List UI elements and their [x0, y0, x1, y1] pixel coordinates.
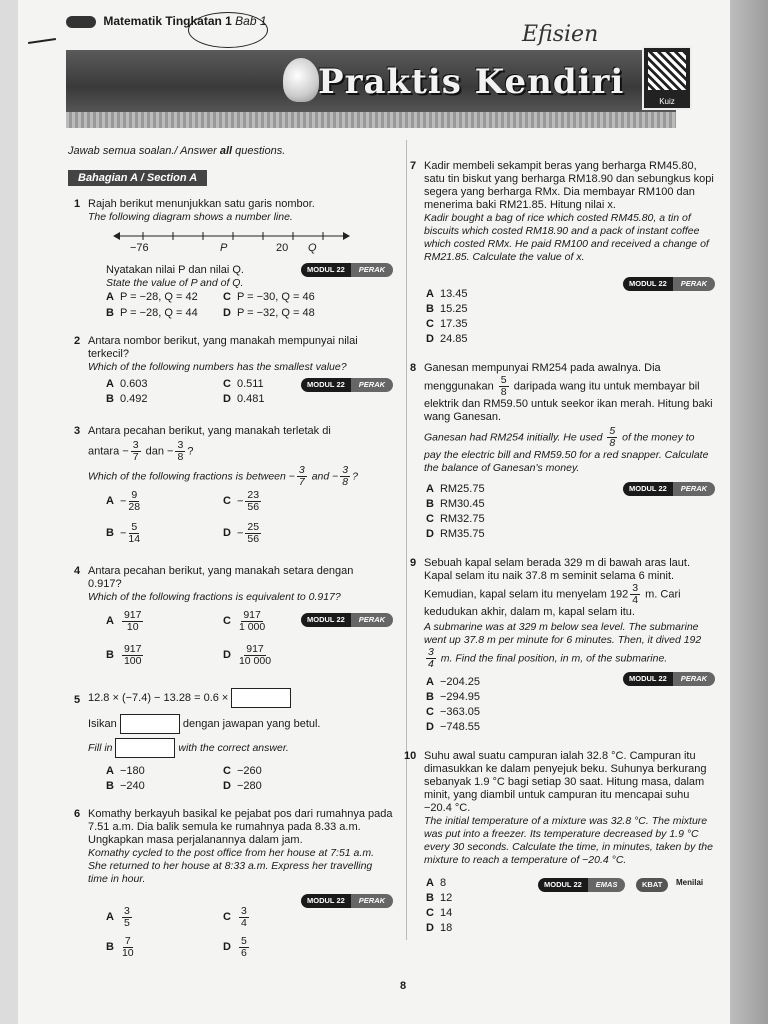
frac-den: 14 [128, 533, 141, 545]
option-value: 17.35 [439, 318, 468, 330]
frac-num: 9 [131, 489, 138, 501]
frac-den: 4 [240, 917, 247, 929]
q7-option-a[interactable] [426, 288, 467, 300]
option-value: RM35.75 [439, 528, 485, 540]
column-divider [406, 140, 407, 940]
badge-kbat: KBAT [636, 878, 668, 892]
q9-option-d[interactable] [426, 721, 480, 733]
option-value: 0.511 [236, 378, 264, 390]
option-value: −180 [119, 765, 145, 777]
binder-edge [730, 0, 768, 1024]
kbat-badge [636, 878, 668, 892]
option-key: C [223, 615, 231, 628]
q8-en-b: of the money to pay the electric bill and RM59.50 for a red snapper. Calculate the balance of Ganesan's money. [424, 431, 709, 474]
badge-modul: MODUL 22 [538, 878, 588, 892]
q5-en-b: with the correct answer. [178, 741, 289, 754]
frac-num: 3 [132, 439, 139, 451]
modul-badge [623, 277, 715, 291]
q3-option-a[interactable] [106, 490, 142, 513]
frac-num: 917 [246, 643, 264, 655]
option-value: 0.492 [119, 393, 148, 405]
q3-ms-c: dan [145, 445, 164, 458]
q3-ms-line2: antara − $\frac{3}{7}$ dan − $\frac{3}{8}$ ? [88, 439, 194, 463]
q8-ms-a: Ganesan mempunyai RM254 pada awalnya. Dia menggunakan [424, 362, 661, 393]
option-value: −294.95 [439, 691, 481, 703]
q9-ms-a: Sebuah kapal selam berada 329 m di bawah aras laut. Kapal selam itu naik 37.8 m seminit selama 6 minit. Kemudian, kapal selam itu menyelam 192 [424, 557, 691, 601]
frac-num: 5 [131, 521, 138, 533]
lightbulb-icon [283, 58, 319, 102]
q5-equation: 12.8 × (−7.4) − 13.28 = 0.6 × [88, 691, 229, 704]
badge-perak: PERAK [673, 672, 715, 686]
q2-number: 2 [74, 335, 81, 347]
frac-den: 7 [298, 476, 305, 488]
frac-den: 10 [121, 947, 134, 959]
option-key: B [106, 649, 114, 662]
fraction-3-7 [297, 465, 307, 488]
frac-num: 3 [298, 464, 305, 476]
option-key: A [106, 291, 114, 303]
badge-perak: PERAK [351, 613, 393, 627]
q2-text [88, 335, 388, 374]
fraction-3-7 [131, 440, 141, 463]
badge-modul: MODUL 22 [623, 672, 673, 686]
q3-ms-a: Antara pecahan berikut, yang manakah terletak di [88, 425, 331, 437]
option-fraction [122, 906, 132, 929]
option-fraction [245, 522, 261, 545]
option-key: A [426, 483, 434, 495]
option-key: A [426, 288, 434, 300]
q8-option-d[interactable] [426, 528, 485, 540]
frac-den: 8 [609, 437, 616, 449]
option-key: C [426, 318, 434, 330]
q2-en: Which of the following numbers has the smallest value? [88, 361, 347, 373]
qr-code-icon[interactable] [642, 46, 692, 110]
modul-badge [301, 263, 393, 277]
q7-number: 7 [410, 160, 417, 172]
frac-num: 917 [123, 643, 142, 655]
option-key: A [106, 615, 114, 628]
frac-den: 8 [500, 386, 507, 398]
q1-en2: State the value of P and of Q. [106, 277, 244, 289]
frac-sign: − [236, 495, 244, 508]
q5-ms-b: dengan jawapan yang betul. [182, 717, 321, 730]
frac-den: 4 [428, 658, 434, 670]
option-key: B [106, 307, 114, 319]
q1-ms: Rajah berikut menunjukkan satu garis nombor. [88, 198, 315, 210]
q3-en-a: Which of the following fractions is between [88, 470, 286, 483]
page-header [66, 14, 267, 28]
option-key: A [106, 495, 114, 508]
q3-en: Which of the following fractions is between − $\frac{3}{7}$ and − $\frac{3}{8}$ ? [88, 464, 358, 488]
option-key: D [426, 333, 434, 345]
q4-en: Which of the following fractions is equivalent to 0.917? [88, 591, 341, 603]
q2-option-b[interactable] [106, 393, 147, 405]
instruction [68, 145, 285, 157]
option-value: −748.55 [439, 721, 481, 733]
option-key: B [106, 393, 114, 405]
q8-en-a: Ganesan had RM254 initially. He used [424, 431, 603, 444]
q5-number: 5 [74, 694, 81, 706]
q6-number: 6 [74, 808, 81, 820]
badge-modul: MODUL 22 [301, 613, 351, 627]
frac-num: 5 [500, 374, 507, 386]
option-key: C [223, 495, 231, 508]
frac-den: 8 [342, 476, 349, 488]
q5-ms-a: Isikan [88, 717, 117, 730]
q8-text [424, 362, 714, 475]
option-fraction [239, 644, 271, 667]
q8-option-a[interactable] [426, 483, 485, 495]
q9-text [424, 557, 714, 670]
frac-num: 3 [342, 464, 349, 476]
q7-en: Kadir bought a bag of rice which costed RM45.80, a tin of biscuits which costed RM18.90 and a pack of instant coffee which costed RMx. He paid RM100 and received a change of RM21.85. Calculate the value of x. [424, 212, 709, 263]
q2-ms: Antara nombor berikut, yang manakah mempunyai nilai terkecil? [88, 335, 358, 360]
page-number: 8 [400, 980, 407, 992]
option-key: D [223, 649, 231, 662]
frac-num: 5 [240, 935, 247, 947]
option-key: D [426, 721, 434, 733]
q5-text [88, 688, 388, 758]
option-key: B [106, 780, 114, 792]
q7-option-c[interactable] [426, 318, 467, 330]
q4-ms: Antara pecahan berikut, yang manakah setara dengan 0.917? [88, 565, 354, 590]
option-key: B [426, 303, 434, 315]
q6-option-d[interactable] [223, 936, 251, 959]
frac-sign: − [167, 445, 174, 458]
q1-text [88, 198, 388, 224]
q5-option-d[interactable] [223, 780, 262, 792]
frac-den: 10 000 [238, 655, 272, 667]
modul-badge [301, 894, 393, 908]
frac-den: 6 [240, 947, 247, 959]
q5-en-a: Fill in [88, 741, 113, 754]
menilai-label: Menilai [676, 878, 704, 887]
option-key: C [426, 706, 434, 718]
badge-modul: MODUL 22 [623, 482, 673, 496]
frac-sign: − [288, 470, 295, 483]
q4-text [88, 565, 388, 604]
frac-den: 1 000 [238, 621, 266, 633]
q6-text [88, 808, 393, 886]
option-key: D [426, 922, 434, 934]
q10-text [424, 750, 714, 867]
option-key: C [223, 765, 231, 777]
frac-num: 917 [123, 609, 142, 621]
option-key: D [223, 307, 231, 319]
q10-en: The initial temperature of a mixture was 32.8 °C. The mixture was put into a freezer. Its temperature decreased by 1.9 °C every 30 seconds. Calculate the time, in minutes, taken by the mixture to reach a temperature of −20.4 °C. [424, 815, 713, 866]
frac-sign: − [119, 495, 127, 508]
instruction-en-c: questions. [232, 145, 286, 157]
q3-ms-b: antara [88, 445, 120, 458]
badge-modul: MODUL 22 [623, 277, 673, 291]
badge-modul: MODUL 22 [301, 263, 351, 277]
answer-box-small [120, 714, 180, 734]
modul-emas-badge [538, 878, 625, 892]
option-key: A [106, 911, 114, 924]
option-value: P = −28, Q = 42 [119, 291, 198, 303]
option-fraction [122, 936, 134, 959]
option-value: −260 [236, 765, 262, 777]
option-key: A [426, 877, 434, 889]
numline-label-1: −76 [130, 242, 149, 254]
book-title: Matematik Tingkatan 1 [103, 14, 232, 28]
q6-option-b[interactable] [106, 936, 136, 959]
qr-label: Kuiz [659, 97, 675, 106]
option-value: 12 [439, 892, 453, 904]
frac-den: 56 [247, 533, 260, 545]
q4-option-b[interactable] [106, 644, 145, 667]
instruction-en-a: Answer [180, 145, 220, 157]
q8-option-b[interactable] [426, 498, 485, 510]
option-key: A [106, 378, 114, 390]
modul-badge [301, 613, 393, 627]
option-value: RM25.75 [439, 483, 485, 495]
option-fraction [128, 490, 140, 513]
q1-number: 1 [74, 198, 81, 210]
option-key: B [426, 691, 434, 703]
option-key: D [223, 393, 231, 405]
q4-option-a[interactable] [106, 610, 145, 633]
q9-en-a: A submarine was at 329 m below sea level. The submarine went up 37.8 m per minute for 6 minutes. Then, it dived 192 [424, 621, 702, 646]
q10-option-b[interactable] [426, 892, 452, 904]
q7-option-d[interactable] [426, 333, 467, 345]
option-value: RM30.45 [439, 498, 485, 510]
q8-number: 8 [410, 362, 417, 374]
q5-option-c[interactable] [223, 765, 262, 777]
option-key: D [223, 780, 231, 792]
option-key: B [426, 498, 434, 510]
frac-num: 25 [247, 521, 260, 533]
q4-number: 4 [74, 565, 81, 577]
option-value: P = −30, Q = 46 [236, 291, 315, 303]
option-value: 13.45 [439, 288, 468, 300]
fraction-3-8 [175, 440, 185, 463]
q10-option-a[interactable] [426, 877, 446, 889]
frac-den: 4 [632, 594, 639, 606]
numline-label-p: P [220, 242, 228, 254]
frac-num: 3 [632, 582, 639, 594]
frac-sign: − [236, 527, 244, 540]
badge-emas: EMAS [588, 878, 626, 892]
q8-ms-b: daripada wang itu untuk membayar bil elektrik dan RM59.50 untuk seekor ikan merah. Hitung baki wang Ganesan. [424, 380, 713, 423]
numline-label-20: 20 [276, 242, 289, 254]
q1-option-d[interactable] [223, 307, 315, 319]
q7-text [424, 160, 714, 264]
instruction-ms: Jawab semua soalan./ [68, 145, 178, 157]
option-key: D [223, 527, 231, 540]
option-fraction [122, 610, 144, 633]
q2-option-c[interactable] [223, 378, 264, 390]
badge-modul: MODUL 22 [301, 378, 351, 392]
banner-title: Praktis Kendiri [318, 62, 625, 102]
option-fraction [239, 936, 249, 959]
frac-den: 10 [126, 621, 139, 633]
badge-perak: PERAK [673, 277, 715, 291]
option-value: 15.25 [439, 303, 468, 315]
option-value: 0.603 [119, 378, 148, 390]
option-key: C [223, 911, 231, 924]
option-key: B [426, 892, 434, 904]
modul-badge [623, 672, 715, 686]
frac-sign: − [119, 527, 127, 540]
option-value: −204.25 [439, 676, 481, 688]
option-key: C [426, 513, 434, 525]
section-label: Bahagian A / Section A [68, 170, 207, 186]
option-key: C [223, 378, 231, 390]
option-fraction [122, 644, 144, 667]
fraction-3-8 [340, 465, 350, 488]
option-value: 18 [439, 922, 453, 934]
frac-sign: − [332, 470, 339, 483]
q9-ms-b: m. Cari kedudukan akhir, dalam m, kapal selam itu. [424, 588, 681, 618]
banner-stripe [66, 112, 676, 128]
q9-en-b: m. Find the final position, in m, of the submarine. [440, 652, 668, 665]
frac-num: 3 [177, 439, 184, 451]
frac-num: 23 [247, 489, 260, 501]
q8-option-c[interactable] [426, 513, 485, 525]
q6-option-a[interactable] [106, 906, 134, 929]
frac-den: 8 [177, 451, 184, 463]
q10-number: 10 [404, 750, 417, 762]
option-value: RM32.75 [439, 513, 485, 525]
option-value: 8 [439, 877, 447, 889]
frac-num: 7 [124, 935, 131, 947]
q10-ms: Suhu awal suatu campuran ialah 32.8 °C. Campuran itu dimasukkan ke dalam penyejuk beku. Suhunya berkurang sebanyak 1.9 °C bagi setiap 30 saat. Hitung masa, dalam minit, yang diambil untuk campuran itu mencapai suhu −20.4 °C. [424, 750, 707, 814]
qr-pattern [648, 52, 686, 90]
q5-option-b[interactable] [106, 780, 145, 792]
option-value: P = −32, Q = 48 [236, 307, 315, 319]
q7-option-b[interactable] [426, 303, 467, 315]
modul-badge [301, 378, 393, 392]
answer-box-small [115, 738, 175, 758]
q3-option-b[interactable] [106, 522, 142, 545]
number-line [113, 228, 353, 258]
option-value: 14 [439, 907, 453, 919]
option-key: D [426, 528, 434, 540]
frac-den: 7 [132, 451, 139, 463]
q1-option-b[interactable] [106, 307, 198, 319]
frac-num: 5 [609, 425, 616, 437]
q3-en-b: and [311, 470, 330, 483]
option-key: A [426, 676, 434, 688]
modul-badge [623, 482, 715, 496]
publisher-logo-icon [66, 16, 96, 28]
frac-den: 5 [123, 917, 130, 929]
frac-num: 3 [123, 905, 130, 917]
badge-perak: PERAK [351, 263, 393, 277]
fraction-5-8 [607, 426, 617, 449]
option-value: −280 [236, 780, 262, 792]
q5-option-a[interactable] [106, 765, 145, 777]
q10-option-d[interactable] [426, 922, 452, 934]
frac-num: 917 [243, 609, 261, 621]
q2-option-d[interactable] [223, 393, 264, 405]
q4-option-d[interactable] [223, 644, 273, 667]
handwritten-note: Efisien [522, 22, 599, 47]
answer-box[interactable] [231, 688, 291, 708]
q1-option-a[interactable] [106, 291, 198, 303]
q9-option-a[interactable] [426, 676, 480, 688]
q1-ms2: Nyatakan nilai P dan nilai Q. [106, 264, 244, 276]
numline-label-q: Q [308, 242, 317, 254]
option-value: 24.85 [439, 333, 468, 345]
q9-option-c[interactable] [426, 706, 480, 718]
badge-perak: PERAK [673, 482, 715, 496]
badge-perak: PERAK [351, 894, 393, 908]
fraction-3-4 [630, 583, 640, 606]
fraction-3-4 [426, 647, 436, 670]
frac-den: 28 [128, 501, 141, 513]
option-fraction [239, 906, 249, 929]
option-fraction [245, 490, 261, 513]
worksheet-page [18, 0, 730, 1024]
option-fraction [239, 610, 265, 633]
chapter-label: Bab 1 [235, 14, 267, 28]
option-key: D [223, 941, 231, 954]
option-fraction [128, 522, 140, 545]
frac-sign: − [122, 445, 129, 458]
badge-perak: PERAK [351, 378, 393, 392]
option-key: C [426, 907, 434, 919]
q10-option-c[interactable] [426, 907, 452, 919]
frac-den: 100 [123, 655, 142, 667]
q3-number: 3 [74, 425, 81, 437]
q2-option-a[interactable] [106, 378, 147, 390]
q4-option-c[interactable] [223, 610, 267, 633]
frac-num: 3 [240, 905, 247, 917]
q9-option-b[interactable] [426, 691, 480, 703]
option-value: 0.481 [236, 393, 265, 405]
option-key: A [106, 765, 114, 777]
q9-number: 9 [410, 557, 417, 569]
q6-ms: Komathy berkayuh basikal ke pejabat pos dari rumahnya pada 7.51 a.m. Dia balik semula ke rumahnya pada 8.33 a.m. Ungkapkan masa perjalanannya dalam jam. [88, 808, 393, 846]
option-key: B [106, 527, 114, 540]
fraction-5-8 [499, 375, 509, 398]
badge-modul: MODUL 22 [301, 894, 351, 908]
q3-text [88, 425, 388, 488]
instruction-en-b: all [219, 145, 233, 157]
q1-en: The following diagram shows a number line. [88, 211, 293, 223]
option-value: −240 [119, 780, 145, 792]
option-key: B [106, 941, 114, 954]
option-key: C [223, 291, 231, 303]
pen-mark [28, 38, 56, 44]
frac-num: 3 [428, 646, 434, 658]
option-value: −363.05 [439, 706, 481, 718]
q7-ms: Kadir membeli sekampit beras yang berharga RM45.80, satu tin biskut yang berharga RM18.90 dan sebungkus kopi segera yang berharga RMx. Dia membayar RM100 dan menerima baki RM21.85. Hitung nilai x. [424, 160, 714, 211]
q1-option-c[interactable] [223, 291, 315, 303]
q6-en: Komathy cycled to the post office from her house at 7:51 a.m. She returned to her house at 8:33 a.m. Express her travelling time in hour. [88, 847, 374, 885]
q3-option-c[interactable] [223, 490, 263, 513]
q3-option-d[interactable] [223, 522, 263, 545]
frac-den: 56 [247, 501, 260, 513]
q6-option-c[interactable] [223, 906, 251, 929]
option-value: P = −28, Q = 44 [119, 307, 198, 319]
